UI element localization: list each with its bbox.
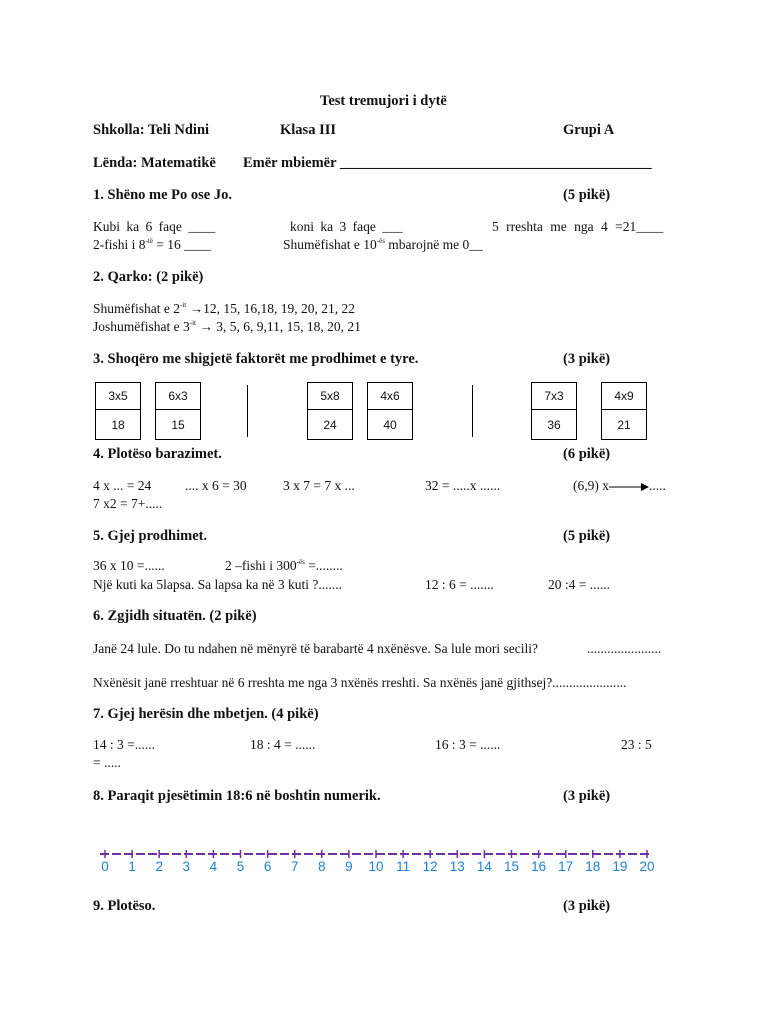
number-line-label: 13 [449, 859, 465, 874]
q5-points: (5 pikë) [563, 528, 611, 544]
number-line-label: 1 [128, 859, 136, 874]
q4-item-e: (6,9) x ..... [573, 478, 666, 493]
factor-box: 6x3 15 [155, 382, 201, 440]
number-line[interactable] [98, 845, 664, 877]
number-line-label: 0 [101, 859, 109, 874]
q4-item-c: 3 x 7 = 7 x ... [283, 478, 355, 493]
q2-title: 2. Qarko: (2 pikë) [93, 269, 204, 285]
q5-item-d: 12 : 6 = ....... [425, 577, 494, 592]
q1-item-b: koni ka 3 faqe ___ [290, 219, 403, 234]
name-line: ___________________________________________ [339, 155, 652, 171]
q7-item-a: 14 : 3 =...... [93, 737, 155, 752]
name-field[interactable] [243, 155, 652, 172]
separator-line [472, 385, 473, 437]
number-line-label: 17 [558, 859, 574, 874]
q4-points: (6 pikë) [563, 446, 611, 462]
factor-box: 7x3 36 [531, 382, 577, 440]
number-line-label: 11 [396, 859, 411, 874]
q7-item-d: 23 : 5 [621, 737, 652, 752]
arrow-right-icon [609, 481, 649, 491]
q5-item-c: Një kuti ka 5lapsa. Sa lapsa ka në 3 kuti ?....... [93, 577, 342, 592]
number-line-label: 15 [503, 859, 520, 874]
q1-item-a: Kubi ka 6 faqe ____ [93, 219, 216, 234]
q1-title: 1. Shëno me Po ose Jo. [93, 187, 232, 203]
number-line-label: 3 [182, 859, 191, 874]
q2-line-1: Shumëfishat e $2^{-it} \to 12$, 15, 16,18, 19, 20, 21, 22 [93, 301, 355, 316]
q4-item-b: .... x 6 = 30 [185, 478, 247, 493]
q1-item-d: 2-fishi i $8^{-të} = 16$ ____ [93, 237, 212, 252]
q6-situation-a-answer: ...................... [587, 641, 662, 656]
number-line-label: 9 [345, 859, 353, 874]
q7-item-e: = ..... [93, 755, 121, 770]
q4-item-d: 32 = .....x ...... [425, 478, 501, 493]
q9-points: (3 pikë) [563, 898, 611, 914]
school-label: Shkolla: Teli Ndini [93, 122, 210, 138]
q7-item-c: 16 : 3 = ...... [435, 737, 501, 752]
factor-box: 5x8 24 [307, 382, 353, 440]
name-label: Emër mbiemër [243, 155, 337, 171]
q8-points: (3 pikë) [563, 788, 611, 804]
q5-title: 5. Gjej prodhimet. [93, 528, 208, 544]
number-line-label: 10 [368, 859, 384, 874]
q4-item-a: 4 x ... = 24 [93, 478, 152, 493]
q1-item-c: 5 rreshta me nga 4 =21____ [492, 219, 664, 234]
page-title: Test tremujori i dytë [320, 93, 447, 109]
factor-box: 4x6 40 [367, 382, 413, 440]
q6-situation-b: Nxënësit janë rreshtuar në 6 rreshta me nga 3 nxënës rreshti. Sa nxënës janë gjithsej?...................... [93, 675, 627, 690]
number-line-label: 4 [209, 859, 218, 874]
q6-situation-a: Janë 24 lule. Do tu ndahen në mënyrë të barabartë 4 nxënësve. Sa lule mori secili? [93, 641, 538, 656]
q1-item-e: Shumëfishat e $10^{-ës}$ mbarojnë me 0__ [283, 237, 483, 252]
number-line-label: 16 [531, 859, 547, 874]
number-line-label: 7 [290, 859, 299, 874]
number-line-label: 20 [639, 859, 655, 874]
q7-item-b: 18 : 4 = ...... [250, 737, 316, 752]
number-line-label: 14 [476, 859, 492, 874]
number-line-label: 18 [585, 859, 601, 874]
q2-line-2: Joshumëfishat e $3^{-it} \to 3$, 5, 6, 9,11, 15, 18, 20, 21 [93, 319, 361, 334]
q4-title: 4. Plotëso barazimet. [93, 446, 222, 462]
number-line-label: 2 [155, 859, 163, 874]
separator-line [247, 385, 248, 437]
q9-title: 9. Plotëso. [93, 898, 156, 914]
q1-points: (5 pikë) [563, 187, 611, 203]
q4-item-f: 7 x2 = 7+..... [93, 496, 163, 511]
q6-title: 6. Zgjidh situatën. (2 pikë) [93, 608, 257, 624]
q8-title: 8. Paraqit pjesëtimin 18:6 në boshtin numerik. [93, 788, 381, 804]
q3-points: (3 pikë) [563, 351, 611, 367]
q7-title: 7. Gjej herësin dhe mbetjen. (4 pikë) [93, 706, 319, 722]
number-line-label: 19 [612, 859, 628, 874]
class-label: Klasa III [280, 122, 337, 138]
number-line-label: 12 [422, 859, 438, 874]
q5-item-e: 20 :4 = ...... [548, 577, 610, 592]
q5-item-a: 36 x 10 =...... [93, 558, 165, 573]
q5-item-b: 2 –fishi i $300^{-ës}$ =........ [225, 558, 343, 573]
group-label: Grupi A [563, 122, 615, 138]
q3-title: 3. Shoqëro me shigjetë faktorët me prodhimet e tyre. [93, 351, 419, 367]
number-line-label: 6 [263, 859, 272, 874]
number-line-label: 5 [236, 859, 245, 874]
subject-label: Lënda: Matematikë [93, 155, 216, 171]
number-line-label: 8 [318, 859, 326, 874]
factor-box: 3x5 18 [95, 382, 141, 440]
factor-box: 4x9 21 [601, 382, 647, 440]
